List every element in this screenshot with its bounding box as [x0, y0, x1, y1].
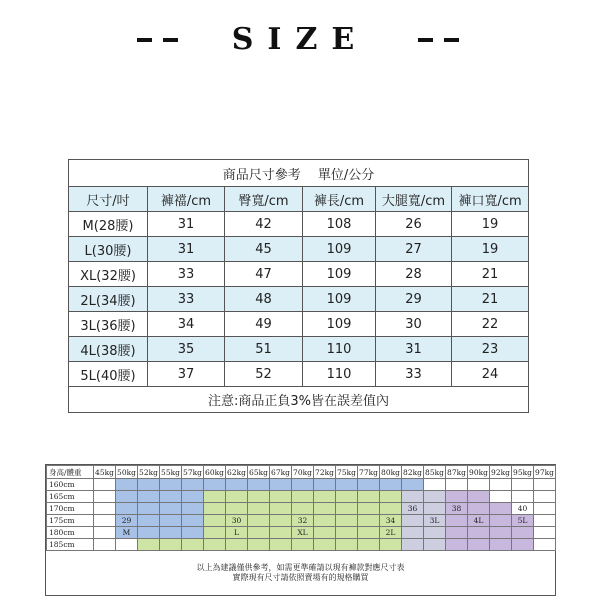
height-label: 165cm [47, 491, 94, 503]
height-row [47, 527, 556, 539]
chart-cell [468, 479, 490, 491]
table-cell: 33 [376, 362, 452, 387]
chart-cell [336, 515, 358, 527]
chart-cell [182, 503, 204, 515]
chart-cell [94, 479, 116, 491]
table-cell: 24 [452, 362, 529, 387]
table-cell: 34 [148, 312, 225, 337]
chart-cell [160, 479, 182, 491]
table-cell: 52 [225, 362, 303, 387]
chart-cell [358, 515, 380, 527]
weight-header: 95kg [513, 467, 532, 477]
table-cell: 19 [452, 237, 529, 262]
table-cell: 23 [452, 337, 529, 362]
chart-cell [160, 527, 182, 539]
table-cell: 4L(38腰) [69, 337, 148, 362]
chart-cell [534, 539, 556, 551]
chart-cell [314, 503, 336, 515]
table-cell: 47 [225, 262, 303, 287]
chart-cell [468, 527, 490, 539]
weight-height-chart [45, 464, 556, 596]
chart-cell [204, 491, 226, 503]
chart-cell [402, 539, 424, 551]
tolerance-note: 注意:商品正負3%皆在誤差值內 [69, 387, 529, 413]
chart-cell [512, 539, 534, 551]
chart-cell [336, 503, 358, 515]
table-cell: 109 [303, 262, 376, 287]
chart-cell [336, 479, 358, 491]
chart-cell: 2L [380, 527, 402, 539]
table-cell: 27 [376, 237, 452, 262]
chart-cell [94, 491, 116, 503]
table-cell: 37 [148, 362, 225, 387]
table-cell: 31 [148, 237, 225, 262]
table-row [69, 212, 529, 237]
height-row [47, 503, 556, 515]
chart-cell [138, 539, 160, 551]
chart-cell [116, 479, 138, 491]
chart-cell [380, 491, 402, 503]
table-row [69, 337, 529, 362]
chart-cell [160, 503, 182, 515]
chart-cell [138, 527, 160, 539]
chart-cell [226, 503, 248, 515]
chart-cell [424, 503, 446, 515]
chart-cell [446, 491, 468, 503]
chart-cell [468, 539, 490, 551]
column-header: 臀寬/cm [225, 187, 303, 212]
chart-cell [270, 491, 292, 503]
chart-cell: 4L [468, 515, 490, 527]
corner-label: 身高/體重 [47, 466, 94, 479]
weight-header: 60kg [205, 467, 224, 477]
chart-cell [314, 491, 336, 503]
chart-cell [138, 491, 160, 503]
table-cell: 3L(36腰) [69, 312, 148, 337]
chart-cell [248, 527, 270, 539]
chart-cell [138, 479, 160, 491]
chart-cell [336, 527, 358, 539]
chart-cell [512, 491, 534, 503]
chart-cell [160, 515, 182, 527]
chart-cell [534, 503, 556, 515]
chart-cell [534, 515, 556, 527]
table-cell: 28 [376, 262, 452, 287]
table-cell: 2L(34腰) [69, 287, 148, 312]
chart-cell: XL [292, 527, 314, 539]
weight-header: 65kg [249, 467, 268, 477]
weight-header: 82kg [403, 467, 422, 477]
table-cell: 21 [452, 287, 529, 312]
chart-cell [270, 539, 292, 551]
chart-cell [534, 527, 556, 539]
column-header: 褲口寬/cm [452, 187, 529, 212]
chart-cell [182, 527, 204, 539]
table-row [69, 362, 529, 387]
height-label: 180cm [47, 527, 94, 539]
weight-header: 80kg [381, 467, 400, 477]
chart-cell [248, 539, 270, 551]
table-row [69, 262, 529, 287]
chart-cell [490, 479, 512, 491]
chart-cell [314, 479, 336, 491]
chart-cell [182, 515, 204, 527]
weight-height-grid [46, 465, 556, 551]
table-caption: 商品尺寸參考 單位/公分 [69, 160, 529, 187]
size-header [0, 22, 600, 56]
weight-header: 67kg [271, 467, 290, 477]
weight-header: 97kg [535, 467, 554, 477]
chart-cell [314, 515, 336, 527]
table-note-row [69, 387, 529, 413]
chart-cell [270, 527, 292, 539]
chart-cell [94, 503, 116, 515]
chart-cell [358, 503, 380, 515]
chart-cell [270, 479, 292, 491]
chart-cell [116, 539, 138, 551]
chart-cell [226, 479, 248, 491]
table-row [69, 237, 529, 262]
table-caption-row [69, 160, 529, 187]
height-row [47, 539, 556, 551]
chart-cell: 30 [226, 515, 248, 527]
table-cell: 5L(40腰) [69, 362, 148, 387]
chart-cell [468, 503, 490, 515]
chart-cell [204, 527, 226, 539]
chart-cell [182, 539, 204, 551]
chart-cell: 38 [446, 503, 468, 515]
chart-cell: 34 [380, 515, 402, 527]
chart-note [46, 563, 555, 583]
chart-cell [160, 491, 182, 503]
chart-cell: L [226, 527, 248, 539]
table-cell: 109 [303, 312, 376, 337]
chart-cell: 40 [512, 503, 534, 515]
chart-cell [402, 527, 424, 539]
chart-cell [490, 503, 512, 515]
chart-cell [226, 539, 248, 551]
chart-cell [446, 527, 468, 539]
chart-cell [248, 479, 270, 491]
chart-cell [270, 515, 292, 527]
chart-cell [490, 527, 512, 539]
chart-cell [336, 491, 358, 503]
table-cell: 29 [376, 287, 452, 312]
chart-cell [446, 479, 468, 491]
chart-cell [402, 491, 424, 503]
weight-header: 45kg [95, 467, 114, 477]
chart-cell [358, 527, 380, 539]
table-cell: 108 [303, 212, 376, 237]
chart-cell [248, 491, 270, 503]
weight-header: 52kg [139, 467, 158, 477]
table-cell: XL(32腰) [69, 262, 148, 287]
chart-cell [512, 527, 534, 539]
height-row [47, 479, 556, 491]
table-cell: 110 [303, 337, 376, 362]
weight-header: 57kg [183, 467, 202, 477]
chart-cell [204, 479, 226, 491]
decor-dash [444, 38, 459, 42]
column-header: 褲襠/cm [148, 187, 225, 212]
chart-cell [424, 527, 446, 539]
height-row [47, 515, 556, 527]
table-cell: 22 [452, 312, 529, 337]
chart-cell [358, 491, 380, 503]
chart-cell [204, 503, 226, 515]
chart-cell [424, 479, 446, 491]
chart-cell: 36 [402, 503, 424, 515]
chart-cell [116, 503, 138, 515]
chart-cell [204, 539, 226, 551]
chart-cell: 5L [512, 515, 534, 527]
weight-header: 50kg [117, 467, 136, 477]
table-cell: 42 [225, 212, 303, 237]
column-header: 褲長/cm [303, 187, 376, 212]
table-cell: 109 [303, 287, 376, 312]
chart-cell [490, 515, 512, 527]
chart-cell [446, 539, 468, 551]
weight-header: 62kg [227, 467, 246, 477]
table-cell: 31 [376, 337, 452, 362]
chart-cell [468, 491, 490, 503]
weight-header: 87kg [447, 467, 466, 477]
chart-cell [292, 503, 314, 515]
decor-dash [418, 38, 433, 42]
table-cell: 48 [225, 287, 303, 312]
weight-header: 72kg [315, 467, 334, 477]
chart-cell [94, 527, 116, 539]
chart-cell [490, 539, 512, 551]
chart-cell [292, 479, 314, 491]
table-cell: L(30腰) [69, 237, 148, 262]
table-row [69, 287, 529, 312]
table-row [69, 312, 529, 337]
chart-cell [94, 515, 116, 527]
weight-header: 70kg [293, 467, 312, 477]
table-cell: 30 [376, 312, 452, 337]
weight-header: 92kg [491, 467, 510, 477]
chart-cell [248, 515, 270, 527]
chart-note-line2: 實際現有尺寸請依照賣場有的規格購買 [232, 573, 369, 582]
table-cell: 51 [225, 337, 303, 362]
chart-cell [182, 491, 204, 503]
chart-cell [160, 539, 182, 551]
height-label: 185cm [47, 539, 94, 551]
height-row [47, 491, 556, 503]
chart-cell [358, 539, 380, 551]
chart-cell [292, 539, 314, 551]
chart-cell [380, 539, 402, 551]
size-table [68, 159, 529, 413]
chart-cell [380, 503, 402, 515]
chart-cell [490, 491, 512, 503]
table-cell: 33 [148, 262, 225, 287]
chart-cell [204, 515, 226, 527]
table-cell: 110 [303, 362, 376, 387]
chart-cell: 29 [116, 515, 138, 527]
table-cell: 45 [225, 237, 303, 262]
table-cell: 19 [452, 212, 529, 237]
chart-cell [226, 491, 248, 503]
chart-cell [314, 527, 336, 539]
chart-cell [138, 503, 160, 515]
chart-cell [358, 479, 380, 491]
table-cell: 31 [148, 212, 225, 237]
chart-cell [270, 503, 292, 515]
chart-cell [512, 479, 534, 491]
table-cell: 49 [225, 312, 303, 337]
chart-cell [424, 491, 446, 503]
chart-cell [446, 515, 468, 527]
table-header-row [69, 187, 529, 212]
weight-header: 75kg [337, 467, 356, 477]
table-cell: 35 [148, 337, 225, 362]
chart-cell: M [116, 527, 138, 539]
height-label: 170cm [47, 503, 94, 515]
weight-header: 90kg [469, 467, 488, 477]
height-label: 160cm [47, 479, 94, 491]
chart-cell [534, 491, 556, 503]
table-cell: 26 [376, 212, 452, 237]
table-cell: M(28腰) [69, 212, 148, 237]
chart-cell [380, 479, 402, 491]
page-title: SIZE [231, 22, 369, 57]
table-cell: 109 [303, 237, 376, 262]
chart-cell: 32 [292, 515, 314, 527]
weight-header: 55kg [161, 467, 180, 477]
weight-header-row [47, 466, 556, 479]
chart-cell [402, 515, 424, 527]
weight-header: 85kg [425, 467, 444, 477]
column-header: 尺寸/吋 [69, 187, 148, 212]
chart-cell [534, 479, 556, 491]
chart-cell [314, 539, 336, 551]
chart-cell [336, 539, 358, 551]
weight-header: 77kg [359, 467, 378, 477]
chart-cell [402, 479, 424, 491]
chart-cell: 3L [424, 515, 446, 527]
table-cell: 33 [148, 287, 225, 312]
chart-cell [182, 479, 204, 491]
chart-cell [292, 491, 314, 503]
chart-cell [94, 539, 116, 551]
chart-note-line1: 以上為建議僅供參考，如需更準確請以現有褲款對應尺寸表 [196, 563, 405, 572]
chart-cell [424, 539, 446, 551]
column-header: 大腿寬/cm [376, 187, 452, 212]
chart-cell [248, 503, 270, 515]
height-label: 175cm [47, 515, 94, 527]
chart-cell [116, 491, 138, 503]
chart-cell [138, 515, 160, 527]
table-cell: 21 [452, 262, 529, 287]
